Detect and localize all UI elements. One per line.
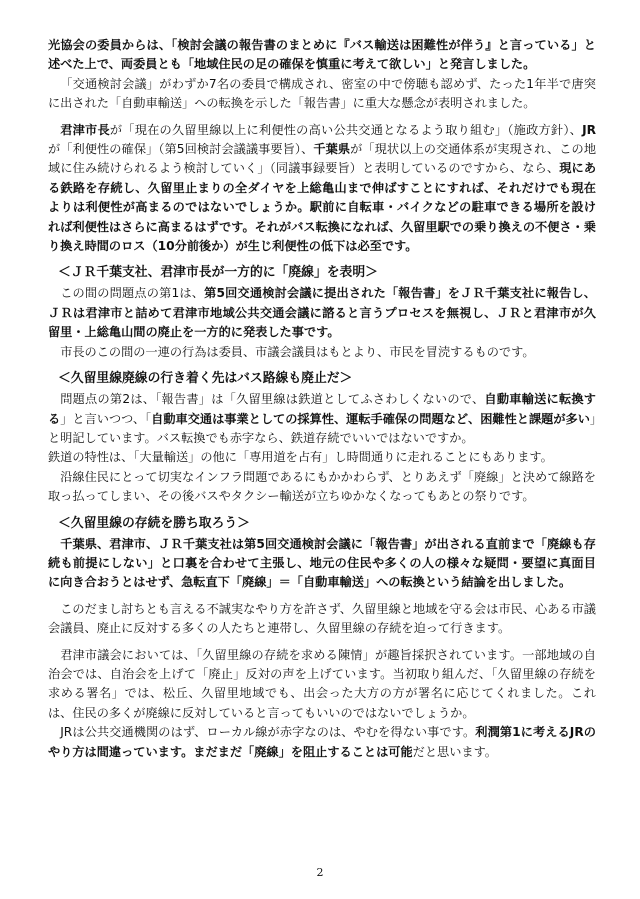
- body-text: この間の問題点の第1は、: [60, 286, 205, 301]
- paragraph-council-petition: [48, 646, 596, 724]
- bold-text: 光協会の委員からは、「検討会議の報告書のまとめに『バス輸送は困難性が伴う』と言っている」と述べた上で、両委員とも「地域住民の足の確保を慎重に考えて欲しい」と発言しました。: [48, 38, 596, 72]
- body-text: 「交通検討会議」がわずか7名の委員で構成され、密室の中で傍聴も認めず、たった1年半で唐突に出された「自動車輸送」への転換を示した「報告書」に重大な懸念が表明されました。: [48, 76, 596, 111]
- page-number: 2: [316, 866, 324, 879]
- section-heading-bus-abolition: ＜久留里線廃線の行き着く先はバス路線も廃止だ＞: [58, 371, 353, 387]
- body-text: 君津市議会においては、「久留里線の存続を求める陳情」が趣旨採択されています。一部地域の自治会では、自治会を上げて「廃止」反対の声を上げています。当初取り組んだ、「久留里線の存続を求める署名」では、松丘、久留里地域でも、出会った大方の方が署名に応じてくれました。これは、住民の多くが廃線に反対していると言ってもいいのではないでしょうか。: [48, 647, 596, 720]
- bold-text: 千葉県: [313, 142, 351, 157]
- body-text: JR: [60, 725, 73, 740]
- paragraph-committee-remarks: [48, 36, 596, 75]
- body-text: が「現在の久留里線以上に利便性の高い公共交通となるよう取り組む」（施政方針）、: [109, 122, 583, 137]
- body-text: 沿線住民にとって切実なインフラ問題であるにもかかわらず、とりあえず「廃線」と決めて線路を取っ払ってしまい、その後バスやタクシー輸送が立ちゆかなくなってもあとの祭りです。: [48, 469, 596, 504]
- body-text: 問題点の第2は、「報告書」は「久留里線は鉄道としてふさわしくないので、: [60, 392, 485, 407]
- body-text: が「利便性の確保」（第5回検討会議議事要旨）、: [48, 142, 314, 157]
- body-text: このだまし討ちとも言える不誠実なやり方を許さず、久留里線と地域を守る会は市民、心ある市議会議員、廃止に反対する多くの人たちと連帯し、久留里線の存続を迫って行きます。: [48, 601, 596, 636]
- bold-text: JR: [582, 122, 596, 137]
- section-heading-win-survival: ＜久留里線の存続を勝ち取ろう＞: [58, 515, 250, 531]
- bold-text: 第5回交通検討会議に提出された「報告書」をＪＲ千葉支社に報告し、ＪＲは君津市と詰めて君津市地域公共交通会議に諮ると言うプロセスを無視し、ＪＲと君津市が久留里・上総亀山間の廃止を一方的に発表した事です。: [48, 286, 596, 340]
- paragraph-problem-two: [48, 390, 596, 448]
- paragraph-problem-one: [48, 284, 596, 342]
- bold-text: 自動車輸送に転換する: [48, 392, 596, 426]
- paragraph-committee-concerns: [48, 75, 596, 114]
- bold-text: 現にある鉄路を存続し、久留里止まりの全ダイヤを上総亀山まで伸ばすことにすれば、それだけでも現在よりは利便性が高まるのではないでしょうか。駅前に自転車・バイクなどの駐車できる場所を設ければ利便性はさらに高まるはずです。それがバス転換になれば、久留里駅での乗り換えの不便さ・乗り換え時間のロス（10分前後か）が生じ利便性の低下は必至です。: [48, 161, 597, 254]
- body-text: が「現状以上の交通体系が実現され、この地域に住み続けられるよう検討していく」（同議事録要旨）と表明しているのですから、なら、: [48, 142, 597, 176]
- body-text: は公共交通機関のはず、ローカル線が赤字なのは、やむを得ない事です。: [72, 725, 476, 740]
- section-heading-unilateral: ＜ＪＲ千葉支社、君津市長が一方的に「廃線」を表明＞: [58, 265, 378, 281]
- paragraph-jr-approach: [48, 723, 596, 762]
- body-text: 」と言いつつ、「: [60, 411, 152, 426]
- paragraph-mayor-acts: [48, 343, 596, 362]
- paragraph-infrastructure: [48, 468, 596, 507]
- paragraph-rail-features: [48, 448, 596, 467]
- bold-text: 千葉県、君津市、ＪＲ千葉支社は第5回交通検討会議に「報告書」が出される直前まで「廃線も存続も前提にしない」と口裏を合わせて主張し、地元の住民や多くの人の様々な疑問・要望に真面目に向き合おうとはせず、急転直下「廃線」＝「自動車輸送」への転換という結論を出しました。: [48, 536, 596, 590]
- bold-text: 利潤第1に考えるJRのやり方は間違っています。まだまだ「廃線」を阻止することは可能: [48, 725, 596, 759]
- body-text: 鉄道の特性は、「大量輸送」の他に「専用道を占有」し時間通りに走れることにもあります。: [48, 450, 553, 465]
- paragraph-convenience: [48, 121, 596, 257]
- body-text: 市長のこの間の一連の行為は委員、市議会議員はもとより、市民を冒涜するものです。: [60, 344, 535, 359]
- paragraph-sudden-conclusion: [48, 535, 596, 593]
- bold-text: 自動車交通は事業としての採算性、運転手確保の問題など、困難性と課題が多い: [151, 411, 590, 426]
- body-text: だと思います。: [412, 744, 497, 759]
- bold-text: 君津市長: [60, 122, 110, 137]
- paragraph-solidarity: [48, 600, 596, 639]
- body-text: 」と明記しています。バス転換でも赤字なら、鉄道存続でいいではないですか。: [48, 411, 597, 445]
